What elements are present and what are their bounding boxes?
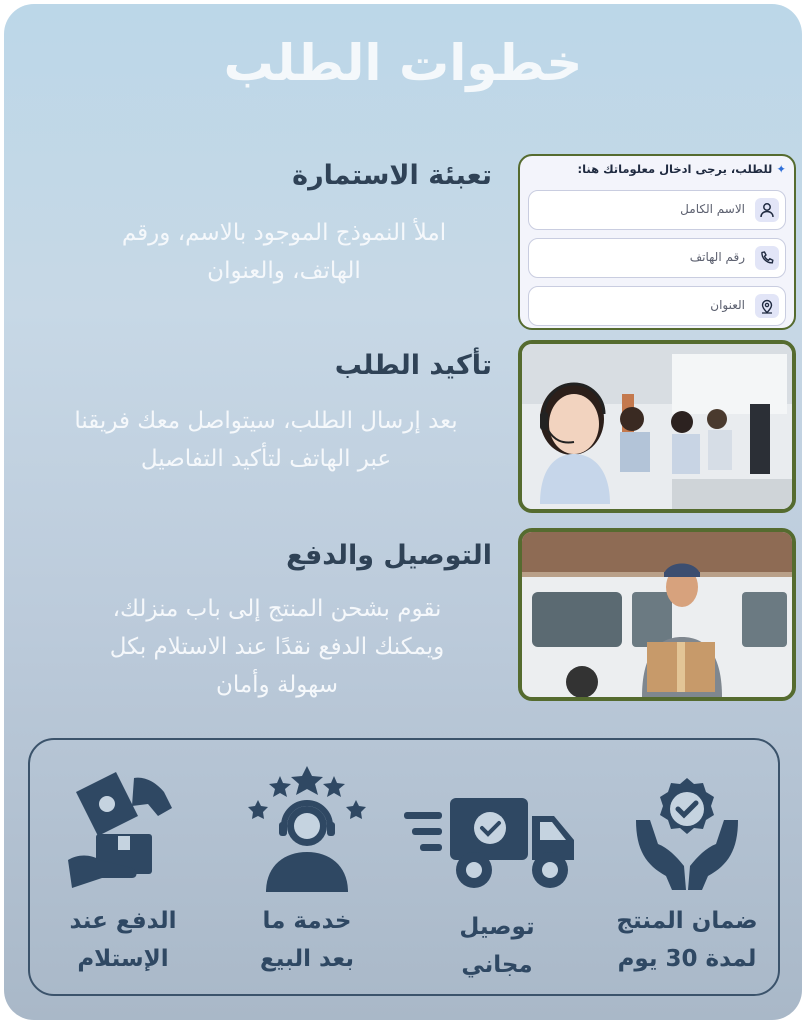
step-title-fill-form: تعبئة الاستمارة [292,160,492,191]
feature-line: مجاني [461,952,533,978]
step-desc-line: املأ النموذج الموجود بالاسم، ورقم [121,220,447,246]
step-desc-line: عبر الهاتف لتأكيد التفاصيل [140,446,392,472]
phone-icon [755,246,779,270]
feature-after-sales [222,764,392,978]
phone-label: رقم الهاتف [689,250,745,264]
step-desc-line: نقوم بشحن المنتج إلى باب منزلك، [112,596,442,622]
page-title: خطوات الطلب [223,34,583,92]
form-header [578,162,787,176]
feature-cash-on-delivery [38,764,208,978]
feature-guarantee [602,764,772,978]
address-field[interactable] [528,286,786,326]
feature-line: الدفع عند [69,908,177,934]
feature-line: خدمة ما [262,908,352,934]
step-desc-line: ويمكنك الدفع نقدًا عند الاستلام بكل [109,634,445,660]
location-pin-icon [755,294,779,318]
step-desc-fill-form [64,214,504,290]
feature-line: بعد البيع [260,946,354,972]
feature-free-delivery [412,790,582,984]
cash-on-delivery-icon [58,764,188,894]
sparkle-icon: ✦ [776,162,786,176]
step-desc-line: سهولة وأمان [215,672,339,698]
feature-after-sales-label [222,902,392,978]
step-title-confirm-order: تأكيد الطلب [334,350,492,381]
feature-guarantee-label [602,902,772,978]
form-header-text: للطلب، يرجى ادخال معلوماتك هنا: [577,162,773,176]
steps-card [4,4,802,1020]
feature-line: لمدة 30 يوم [617,946,757,972]
feature-cash-on-delivery-label [38,902,208,978]
step-desc-confirm-order [18,402,514,478]
full-name-label: الاسم الكامل [680,202,745,216]
feature-line: توصيل [459,914,535,940]
call-center-photo [518,340,796,513]
feature-line: ضمان المنتج [616,908,758,934]
guarantee-hands-icon [622,764,752,894]
phone-field[interactable] [528,238,786,278]
step-title-delivery-payment: التوصيل والدفع [286,540,492,571]
features-panel [28,738,780,996]
delivery-truck-icon [402,790,582,894]
step-desc-delivery-payment [40,590,514,704]
user-icon [755,198,779,222]
address-label: العنوان [710,298,745,312]
step-desc-line: الهاتف، والعنوان [207,258,361,284]
order-form-preview [518,154,796,330]
feature-line: الإستلام [77,946,169,972]
full-name-field[interactable] [528,190,786,230]
step-desc-line: بعد إرسال الطلب، سيتواصل معك فريقنا [74,408,458,434]
feature-free-delivery-label [412,908,582,984]
delivery-man-photo [518,528,796,701]
customer-support-icon [242,764,372,894]
